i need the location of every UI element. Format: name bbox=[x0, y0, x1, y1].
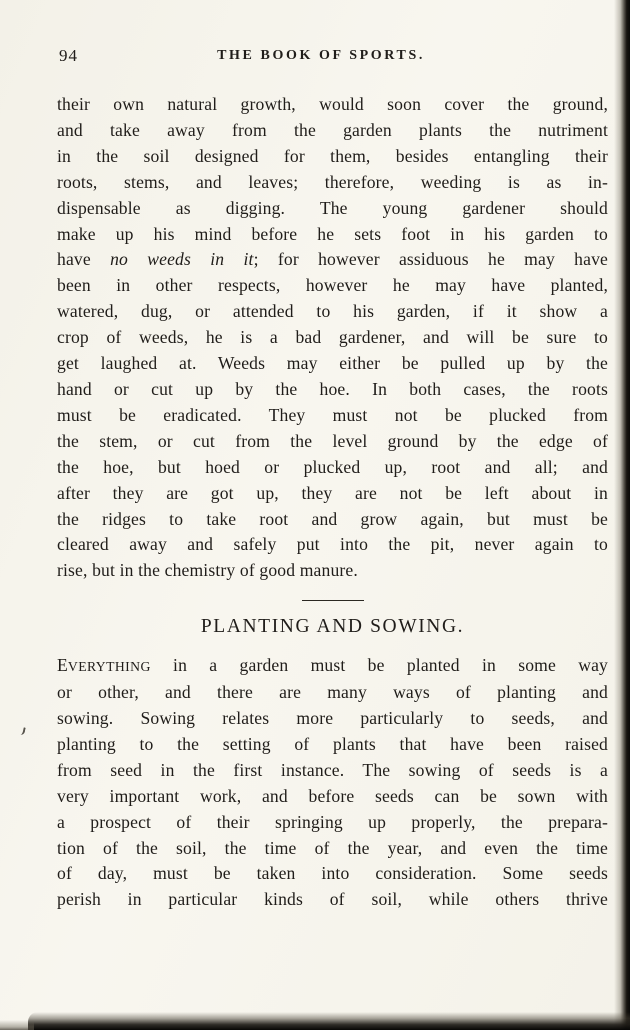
text-line: the hoe, but hoed or plucked up, root and all; and bbox=[57, 456, 608, 477]
text-line: their own natural growth, would soon cover the ground, bbox=[57, 94, 608, 114]
text-line: perish in particular kinds of soil, while others thrive bbox=[57, 889, 608, 910]
text-line: very important work, and before seeds can be sown with bbox=[57, 785, 608, 806]
text-line: cleared away and safely put into the pit, never again to bbox=[57, 534, 608, 555]
scan-artifact bbox=[18, 726, 26, 735]
text-line: the ridges to take root and grow again, but must be bbox=[57, 508, 608, 529]
text-line: or other, and there are many ways of planting and bbox=[57, 682, 608, 703]
text-line: a prospect of their springing up properly, the prepara- bbox=[57, 811, 608, 832]
text-line: crop of weeds, he is a bad gardener, and will be sure to bbox=[57, 327, 608, 348]
text-line: from seed in the first instance. The sowing of seeds is a bbox=[57, 759, 608, 780]
section-divider bbox=[302, 600, 364, 601]
text-line: sowing. Sowing relates more particularly to seeds, and bbox=[57, 708, 608, 729]
scan-edge-bottom-left bbox=[0, 1020, 34, 1030]
text-line: have no weeds in it; for however assiduous he may have bbox=[57, 249, 608, 270]
page-number: 94 bbox=[59, 46, 78, 65]
scan-edge-right bbox=[614, 0, 630, 1030]
paragraph-weeding bbox=[57, 92, 608, 584]
text-line: roots, stems, and leaves; therefore, weeding is as in- bbox=[57, 171, 608, 192]
text-column bbox=[57, 92, 608, 913]
text-line: dispensable as digging. The young gardener should bbox=[57, 197, 608, 218]
text-line: in the soil designed for them, besides entangling their bbox=[57, 145, 608, 166]
text-line: after they are got up, they are not be left about in bbox=[57, 482, 608, 503]
text-line: tion of the soil, the time of the year, and even the time bbox=[57, 837, 608, 858]
scan-edge-bottom bbox=[28, 1012, 630, 1030]
text-line: and take away from the garden plants the nutriment bbox=[57, 119, 608, 140]
text-line: must be eradicated. They must not be plucked from bbox=[57, 404, 608, 425]
text-line: hand or cut up by the hoe. In both cases, the roots bbox=[57, 378, 608, 399]
text-line: EVERYTHING in a garden must be planted in some way bbox=[57, 655, 608, 676]
text-line: been in other respects, however he may have planted, bbox=[57, 275, 608, 296]
text-line: get laughed at. Weeds may either be pulled up by the bbox=[57, 353, 608, 374]
text-line: the stem, or cut from the level ground by the edge of bbox=[57, 430, 608, 451]
paragraph-planting-sowing bbox=[57, 653, 608, 913]
page-header bbox=[57, 46, 585, 68]
text-line: of day, must be taken into consideration. Some seeds bbox=[57, 863, 608, 884]
text-line: make up his mind before he sets foot in his garden to bbox=[57, 223, 608, 244]
text-line: planting to the setting of plants that have been raised bbox=[57, 733, 608, 754]
running-title: THE BOOK OF SPORTS. bbox=[217, 48, 425, 63]
text-line: rise, but in the chemistry of good manure. bbox=[57, 560, 358, 581]
text-line: watered, dug, or attended to his garden, if it show a bbox=[57, 301, 608, 322]
section-heading: PLANTING AND SOWING. bbox=[200, 616, 465, 638]
